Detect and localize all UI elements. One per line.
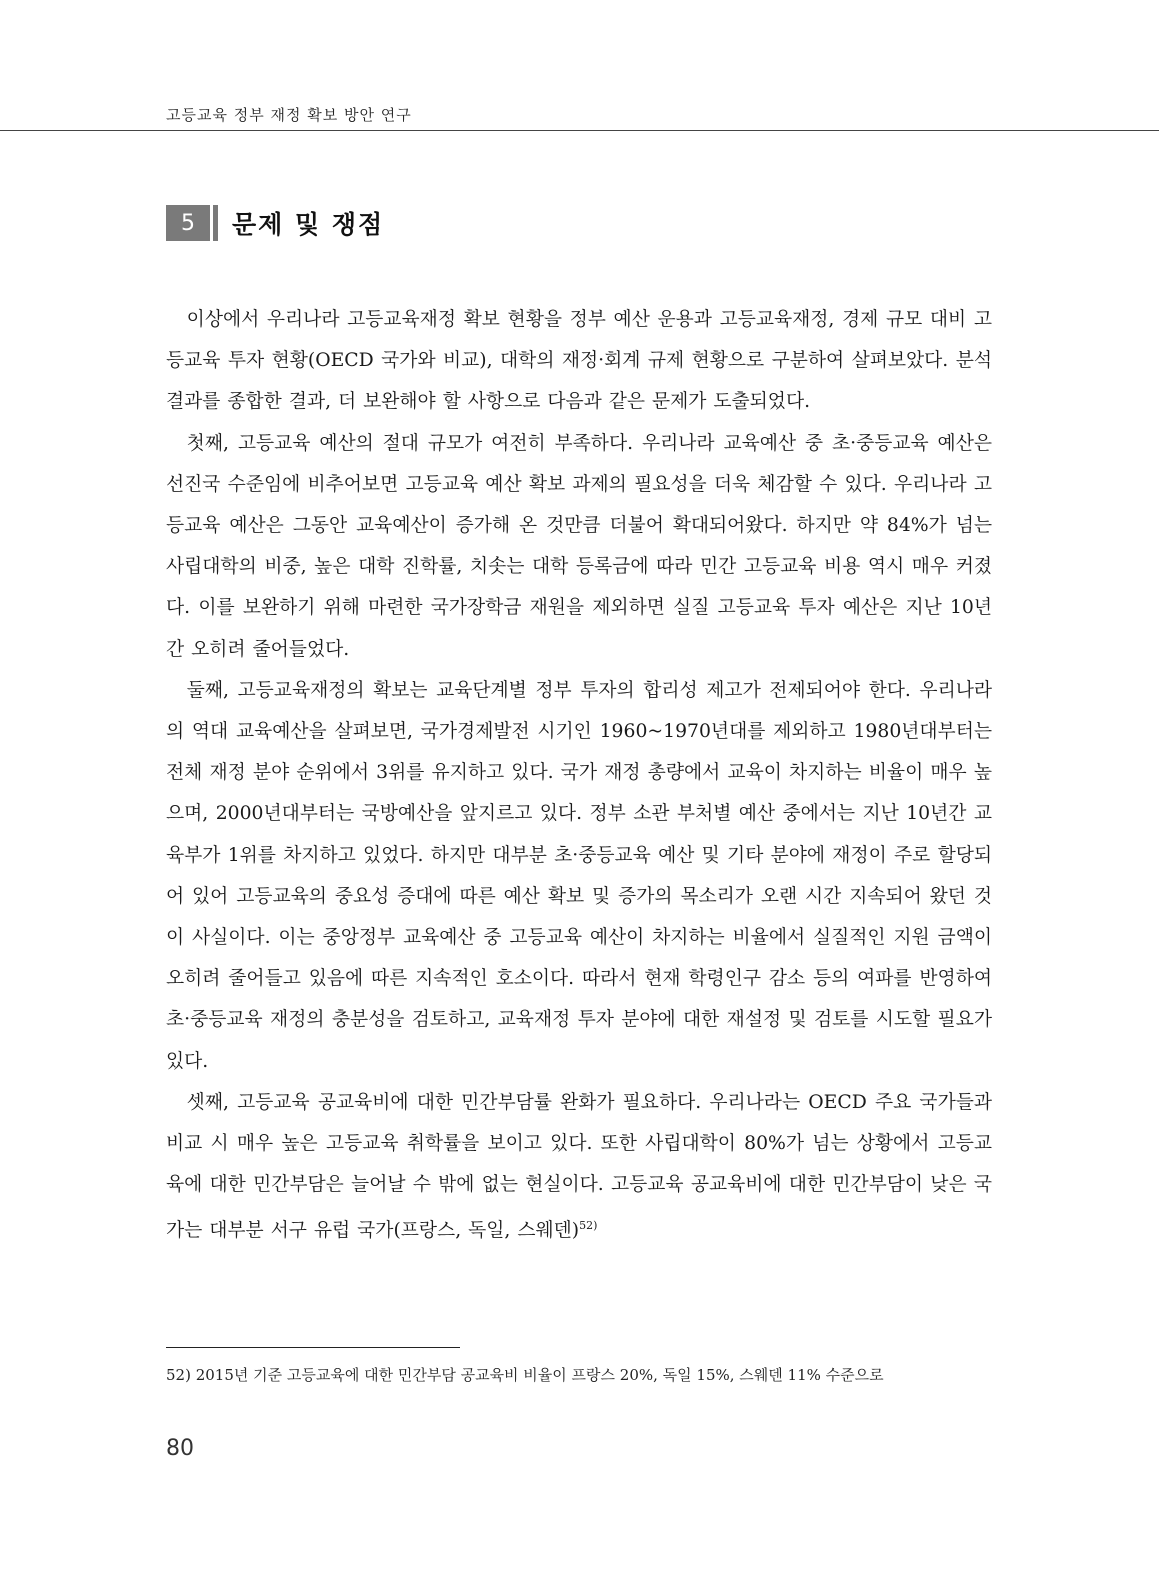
section-marker-bar [213,205,218,241]
paragraph-third [166,1082,992,1252]
paragraph-intro: 이상에서 우리나라 고등교육재정 확보 현황을 정부 예산 운용과 고등교육재정, 경제 규모 대비 고등교육 투자 현황(OECD 국가와 비교), 대학의 재정·회계 규제 현황으로 구분하여 살펴보았다. 분석 결과를 종합한 결과, 더 보완해야 할 사항으로 다음과 같은 문제가 도출되었다. [166,309,992,413]
running-header-title: 고등교육 정부 재정 확보 방안 연구 [166,106,412,124]
paragraph-second: 둘째, 고등교육재정의 확보는 교육단계별 정부 투자의 합리성 제고가 전제되어야 한다. 우리나라의 역대 교육예산을 살펴보면, 국가경제발전 시기인 1960~1970년대를 제외하고 1980년대부터는 전체 재정 분야 순위에서 3위를 유지하고 있다. 국가 재정 총량에서 교육이 차지하는 비율이 매우 높으며, 2000년대부터는 국방예산을 앞지르고 있다. 정부 소관 부처별 예산 중에서는 지난 10년간 교육부가 1위를 차지하고 있었다. 하지만 대부분 초·중등교육 예산 및 기타 분야에 재정이 주로 할당되어 있어 고등교육의 중요성 증대에 따른 예산 확보 및 증가의 목소리가 오랜 시간 지속되어 왔던 것이 사실이다. 이는 중앙정부 교육예산 중 고등교육 예산이 차지하는 비율에서 실질적인 지원 금액이 오히려 줄어들고 있음에 따른 지속적인 호소이다. 따라서 현재 학령인구 감소 등의 여파를 반영하여 초·중등교육 재정의 충분성을 검토하고, 교육재정 투자 분야에 대한 재설정 및 검토를 시도할 필요가 있다. [166,679,992,1072]
body-text [166,299,992,1252]
section-heading [166,204,384,242]
footnote: 52) 2015년 기준 고등교육에 대한 민간부담 공교육비 비율이 프랑스 20%, 독일 15%, 스웨덴 11% 수준으로 [166,1366,884,1384]
page-number: 80 [166,1436,194,1461]
paragraph-first: 첫째, 고등교육 예산의 절대 규모가 여전히 부족하다. 우리나라 교육예산 중 초·중등교육 예산은 선진국 수준임에 비추어보면 고등교육 예산 확보 과제의 필요성을 더욱 체감할 수 있다. 우리나라 고등교육 예산은 그동안 교육예산이 증가해 온 것만큼 더불어 확대되어왔다. 하지만 약 84%가 넘는 사립대학의 비중, 높은 대학 진학률, 치솟는 대학 등록금에 따라 민간 고등교육 비용 역시 매우 커졌다. 이를 보완하기 위해 마련한 국가장학금 재원을 제외하면 실질 고등교육 투자 예산은 지난 10년간 오히려 줄어들었다. [166,432,992,660]
footnote-reference: 52) [579,1219,598,1233]
footnote-divider [166,1347,460,1348]
section-number-badge: 5 [166,205,210,241]
paragraph-third-text: 셋째, 고등교육 공교육비에 대한 민간부담률 완화가 필요하다. 우리나라는 OECD 주요 국가들과 비교 시 매우 높은 고등교육 취학률을 보이고 있다. 또한 사립대학이 80%가 넘는 상황에서 고등교육에 대한 민간부담은 늘어날 수 밖에 없는 현실이다. 고등교육 공교육비에 대한 민간부담이 낮은 국가는 대부분 서구 유럽 국가(프랑스, 독일, 스웨덴) [166,1091,992,1242]
header-divider [0,130,1159,131]
section-title: 문제 및 쟁점 [232,210,385,239]
